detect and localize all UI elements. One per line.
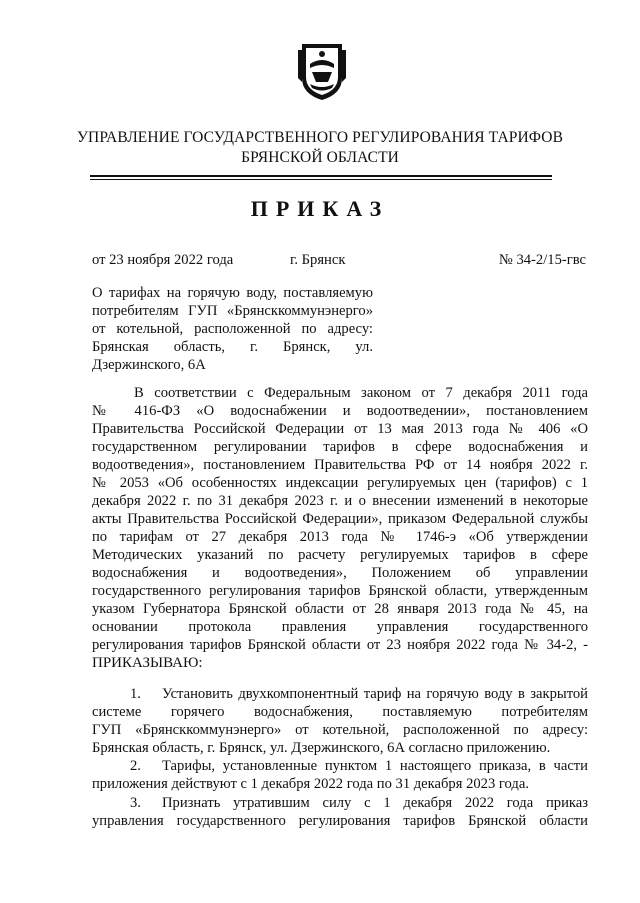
preamble-line: указом Губернатора Брянской области от 28 января 2013 года № 45, на xyxy=(92,601,588,617)
subject-line: О тарифах на горячую воду, поставляемую xyxy=(92,285,373,301)
subject-line: потребителям ГУП «Брянсккоммунэнерго» xyxy=(92,303,373,319)
preamble-line: государственного регулирования тарифов Брянской области, утвержденным xyxy=(92,583,588,599)
preamble-line: регулирования тарифов Брянской области от 23 ноября 2022 года № 34-2, - xyxy=(92,637,588,653)
order-item-number: 2. xyxy=(130,758,141,774)
order-item-text: ГУП «Брянсккоммунэнерго» от котельной, расположенной по адресу: xyxy=(92,722,588,738)
preamble-line: основании протокола правления управления государственного xyxy=(92,619,588,635)
organization-name-line2: БРЯНСКОЙ ОБЛАСТИ xyxy=(241,149,399,166)
preamble-line: государственном регулировании тарифов в сфере водоснабжения и xyxy=(92,439,588,455)
subject-line: Дзержинского, 6А xyxy=(92,357,206,373)
document-number: № 34-2/15-гвс xyxy=(498,252,586,268)
header-rule-thick xyxy=(90,175,552,177)
document-city: г. Брянск xyxy=(290,252,346,268)
order-word: ПРИКАЗЫВАЮ: xyxy=(92,655,203,671)
preamble-line: № 2053 «Об особенностях индексации регулируемых цен (тарифов) с 1 xyxy=(92,475,588,491)
header-rule-thin xyxy=(90,179,552,180)
preamble-line: № 416-ФЗ «О водоснабжении и водоотведении», постановлением xyxy=(92,403,588,419)
order-item-text: Тарифы, установленные пунктом 1 настоящего приказа, в части xyxy=(162,758,588,774)
preamble-line: акты Правительства Российской Федерации», приказом Федеральной службы xyxy=(92,511,588,527)
order-item-number: 3. xyxy=(130,795,141,811)
coat-of-arms-emblem xyxy=(298,38,346,102)
order-item-text: Брянская область, г. Брянск, ул. Дзержинского, 6А согласно приложению. xyxy=(92,740,551,756)
preamble-line: Методических указаний по расчету регулируемых тарифов в сфере xyxy=(92,547,588,563)
subject-line: Брянская область, г. Брянск, ул. xyxy=(92,339,373,355)
preamble-line: Правительства Российской Федерации от 13 мая 2013 года № 406 «О xyxy=(92,421,588,437)
order-item-text: Признать утратившим силу с 1 декабря 2022 года приказ xyxy=(162,795,588,811)
preamble-line: по тарифам от 27 декабря 2013 года № 1746-э «Об утверждении xyxy=(92,529,588,545)
order-item-text: системе горячего водоснабжения, поставляемую потребителям xyxy=(92,704,588,720)
order-item-text: приложения действуют с 1 декабря 2022 года по 31 декабря 2023 года. xyxy=(92,776,529,792)
document-title: ПРИКАЗ xyxy=(250,196,390,221)
preamble-line: В соответствии с Федеральным законом от 7 декабря 2011 года xyxy=(134,385,588,401)
order-item-number: 1. xyxy=(130,686,141,702)
document-date: от 23 ноября 2022 года xyxy=(92,252,234,268)
preamble-line: декабря 2022 г. по 31 декабря 2023 г. и о внесении изменений в некоторые xyxy=(92,493,588,509)
organization-name-line1: УПРАВЛЕНИЕ ГОСУДАРСТВЕННОГО РЕГУЛИРОВАНИЯ ТАРИФОВ xyxy=(76,129,564,146)
preamble-line: водоснабжения и водоотведения», Положением об управлении xyxy=(92,565,588,581)
order-item-text: Установить двухкомпонентный тариф на горячую воду в закрытой xyxy=(162,686,588,702)
preamble-line: водоотведения», постановлением Правительства РФ от 14 ноября 2022 г. xyxy=(92,457,588,473)
order-item-text: управления государственного регулирования тарифов Брянской области xyxy=(92,813,588,829)
subject-line: от котельной, расположенной по адресу: xyxy=(92,321,373,337)
